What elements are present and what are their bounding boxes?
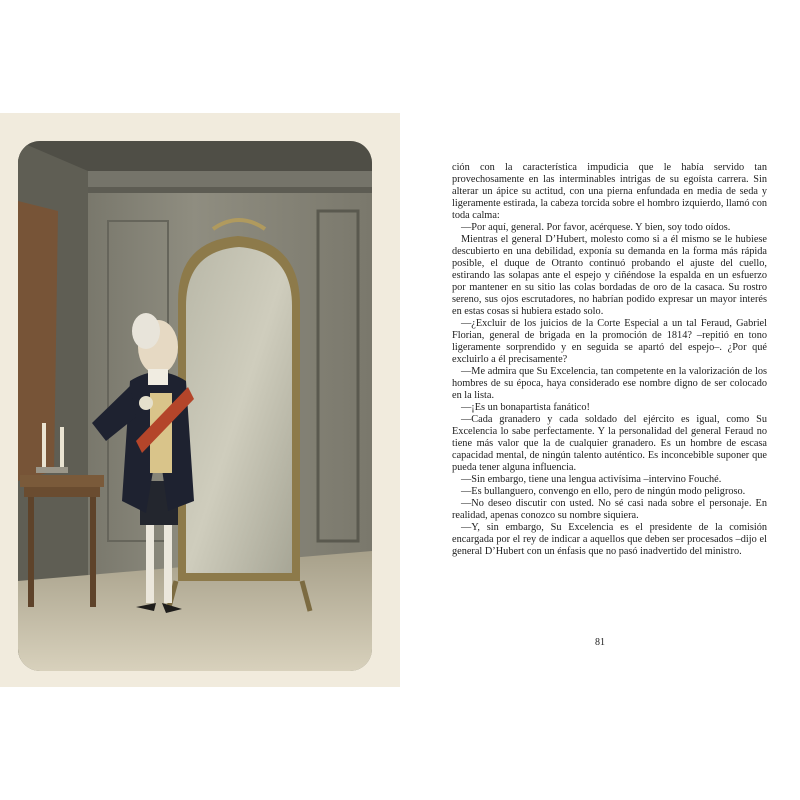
paragraph: —¡Es un bonapartista fanático! xyxy=(461,402,590,413)
paragraph: —No deseo discutir con usted. No sé casi nada sobre el personaje. En realidad, apenas conozco su nombre siquiera. xyxy=(452,498,767,521)
paragraph: —Me admira que Su Excelencia, tan competente en la valorización de los hombres de su época, haya considerado ese nombre digno de ser colocado en la lista. xyxy=(452,366,767,401)
illustration-image xyxy=(18,141,372,671)
paragraph: —Es bullanguero, convengo en ello, pero de ningún modo peligroso. xyxy=(461,486,746,497)
paragraph: —Sin embargo, tiene una lengua activísima –intervino Fouché. xyxy=(461,474,722,485)
paragraph: Mientras el general D’Hubert, molesto como si a él mismo se le hubiese descubierto en una debilidad, exponía su demanda en la forma más rápida posible, el duque de Otranto continuó probando el ajuste del cuello, estirando las solapas ante el espejo y ciñéndose la espalda en un esfuerzo por mantener en su sitio las colas bordadas de oro de la casaca. Su rostro sereno, sus ojos escrutadores, no habrían podido expresar un mayor interés en estas cosas si hubiera estado solo. xyxy=(452,234,767,317)
paragraph: —Y, sin embargo, Su Excelencia es el presidente de la comisión encargada por el rey de indicar a aquellos que deben ser procesados –dijo el general D’Hubert con un énfasis que no pasó inadvertido del ministro. xyxy=(452,522,767,557)
paragraph: —Por aquí, general. Por favor, acérquese. Y bien, soy todo oídos. xyxy=(461,222,731,233)
body-text xyxy=(452,162,767,558)
paragraph: ción con la característica impudicia que le había servido tan provechosamente en las interminables intrigas de su egoísta carrera. Sin alterar un ápice su actitud, con una pierna enfundada en media de seda y ligeramente estirada, la cabeza torcida sobre el hombro izquierdo, llamó con toda calma: xyxy=(452,162,767,221)
paragraph: —¿Excluir de los juicios de la Corte Especial a un tal Feraud, Gabriel Florian, general de brigada en la promoción de 1814? –repitió en tono ligeramente sorprendido y en seguida se apartó del espejo–. ¿Por qué excluirlo a él precisamente? xyxy=(452,318,767,365)
paragraph: —Cada granadero y cada soldado del ejército es igual, como Su Excelencia lo sabe perfectamente. Y la personalidad del general Feraud no tiene más valor que la de cualquier granadero. Es un hombre de escasa capacidad mental, de ningún talento auténtico. Es inconcebible suponer que pueda tener alguna influencia. xyxy=(452,414,767,473)
right-page xyxy=(400,113,800,687)
page-number: 81 xyxy=(595,637,605,648)
left-page xyxy=(0,113,400,687)
